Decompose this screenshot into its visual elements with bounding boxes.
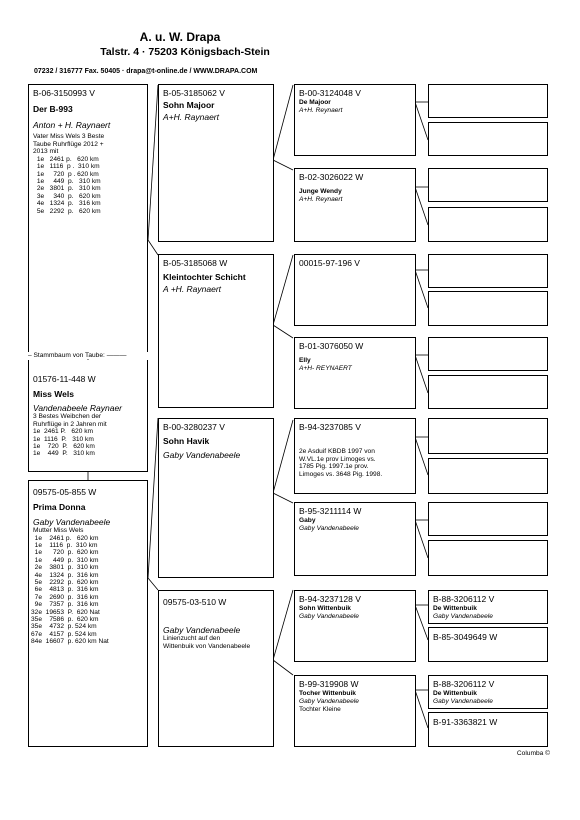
gen4-card-3 [428,675,548,709]
gen4-empty-card [428,337,548,371]
pigeon-name: Prima Donna [33,502,86,512]
breeder-name: Gaby Vandenabeele [299,698,359,705]
gen3-card-4 [294,337,416,409]
ring-number: 09575-05-855 W [33,487,97,497]
breeder-name: Gaby Vandenabeele [433,698,493,705]
ring-number: 09575-03-510 W [163,597,227,607]
pigeon-name: De Wittenbuik [433,690,477,697]
ring-number: B-02-3026022 W [299,172,364,182]
ring-number: B-91-3363821 W [433,717,498,727]
pigeon-description: Linienzucht auf den Wittenbuik von Vandenabeele [163,635,251,650]
page-title: A. u. W. Drapa [139,30,221,44]
pigeon-name: Miss Wels [33,389,74,399]
pigeon-name: De Majoor [299,99,331,106]
dam-sire-card [158,418,274,578]
subject-pigeon-card [28,84,148,354]
gen4-empty-card [428,254,548,288]
gen4-empty-card [428,291,548,326]
ring-number: B-94-3237128 V [299,594,361,604]
footer-credit: Columba © [516,750,550,757]
breeder-name: Anton + H. Raynaert [33,120,111,130]
breeder-name: Gaby Vandenabeele [433,613,493,620]
gen4-empty-card [428,540,548,576]
ring-number: B-85-3049649 W [433,632,498,642]
gen3-card-1 [294,84,416,156]
ring-number: 01576-11-448 W [33,374,96,384]
breeder-name: Vandenabeele Raynaer [33,403,123,413]
gen4-empty-card [428,122,548,156]
gen3-card-2 [294,168,416,242]
ring-number: B-99-319908 W [299,679,359,689]
ring-number: B-94-3237085 V [299,422,361,432]
pigeon-name: Junge Wendy [299,188,342,195]
pigeon-name: Der B-993 [33,104,73,114]
pigeon-description: Mutter Miss Wels [33,527,84,534]
pigeon-name: Elly [299,357,311,364]
pigeon-description: Tochter Kleine [299,706,341,713]
breeder-name: Gaby Vandenabeele [163,625,241,635]
gen4-empty-card [428,375,548,409]
pigeon-name: De Wittenbuik [433,605,477,612]
breeder-name: A+H. Reynaert [299,107,343,114]
gen4-empty-card [428,502,548,536]
pedigree-label: – Stammbaum von Taube: ——— [28,352,148,359]
ring-number: B-00-3280237 V [163,422,225,432]
gen3-card-5 [294,418,416,494]
ring-number: B-95-3211114 W [299,506,362,516]
breeder-name: Gaby Vandenabeele [299,613,359,620]
ring-number: 00015-97-196 V [299,258,360,268]
breeder-name: A +H. Raynaert [163,284,222,294]
contact-line: 07232 / 316777 Fax. 50405 · drapa@t-online.de / WWW.DRAPA.COM [34,68,258,75]
pigeon-name: Kleintochter Schicht [163,272,246,282]
ring-number: B-00-3124048 V [299,88,361,98]
race-results: 1e 2461 p. 620 km 1e 1116 p. 310 km 1e 720 p. 620 km 1e 449 p. 310 km 2e 3801 p. 310 km 4e 1324 p. 316 km 5e 2292 p. 620 km 6e 4813 p. 316 km 7e 2690 p. 316 km 9e 7357 p. 316 km 32e 19653 P. 620 Nat 35e 7586 p. 620 km 35e 4732 p. 524 km 67e 4157 p. 524 km 84e 16607 p. 620 km Nat [31,534,109,646]
gen4-empty-card [428,168,548,202]
breeder-name: Gaby Vandenabeele [163,450,241,460]
pigeon-name: Sohn Havik [163,436,210,446]
breeder-name: A+H. Reynaert [299,196,343,203]
sire-card [158,84,274,242]
gen4-empty-card [428,458,548,494]
pigeon-name: Sohn Wittenbuik [299,605,351,612]
pigeon-name: Sohn Majoor [163,100,215,110]
dam-dam-card [158,590,274,747]
gen4-empty-card [428,207,548,242]
gen3-card-8 [294,675,416,747]
ring-number: B-06-3150993 V [33,88,95,98]
breeder-name: A+H. Raynaert [163,112,219,122]
ring-number: B-88-3206112 V [433,679,495,689]
sire-dam-card [158,254,274,408]
gen4-empty-card [428,84,548,118]
pigeon-description: 2e Asduif KBDB 1997 von W.VL.1e prov Limoges vs. 1785 Pig. 1997.1e prov. Limoges vs. 3648 Pig. 1998. [299,448,383,478]
address-line: Talstr. 4 · 75203 Königsbach-Stein [100,46,270,58]
gen3-card-7 [294,590,416,662]
breeder-name: Gaby Vandenabeele [33,517,111,527]
ring-number: B-88-3206112 V [433,594,495,604]
dam-pigeon-card [28,480,148,747]
ring-number: B-05-3185068 W [163,258,228,268]
sibling-pigeon-card [28,360,148,472]
race-results: 1e 2461 p. 620 km 1e 1116 p . 310 km 1e 720 p . 620 km 1e 449 p. 310 km 2e 3801 p. 310 km 3e 340 p. 620 km 4e 1324 p. 316 km 5e 2292 p. 620 km [36,155,101,215]
pedigree-label-text: Stammbaum von Taube: [33,352,105,359]
gen4-card-4 [428,712,548,747]
gen3-card-6 [294,502,416,576]
gen4-empty-card [428,418,548,454]
gen3-card-3 [294,254,416,326]
pigeon-name: Gaby [299,517,316,524]
pigeon-description: 3 Bestes Weibchen der Ruhrflüge in 2 Jahren mit [33,413,107,428]
gen4-card-1 [428,590,548,624]
pigeon-description: Vater Miss Wels 3 Beste Taube Ruhrflüge 2012 + 2013 mit [33,133,105,156]
breeder-name: Gaby Vandenabeele [299,525,359,532]
ring-number: B-05-3185062 V [163,88,225,98]
race-results: 1e 2461 P. 620 km 1e 1116 P. 310 km 1e 720 P. 620 km 1e 449 P. 310 km [33,428,95,458]
pigeon-name: Tocher Wittenbuik [299,690,356,697]
ring-number: B-01-3076050 W [299,341,364,351]
breeder-name: A+H- REYNAERT [299,365,352,372]
gen4-card-2 [428,627,548,662]
